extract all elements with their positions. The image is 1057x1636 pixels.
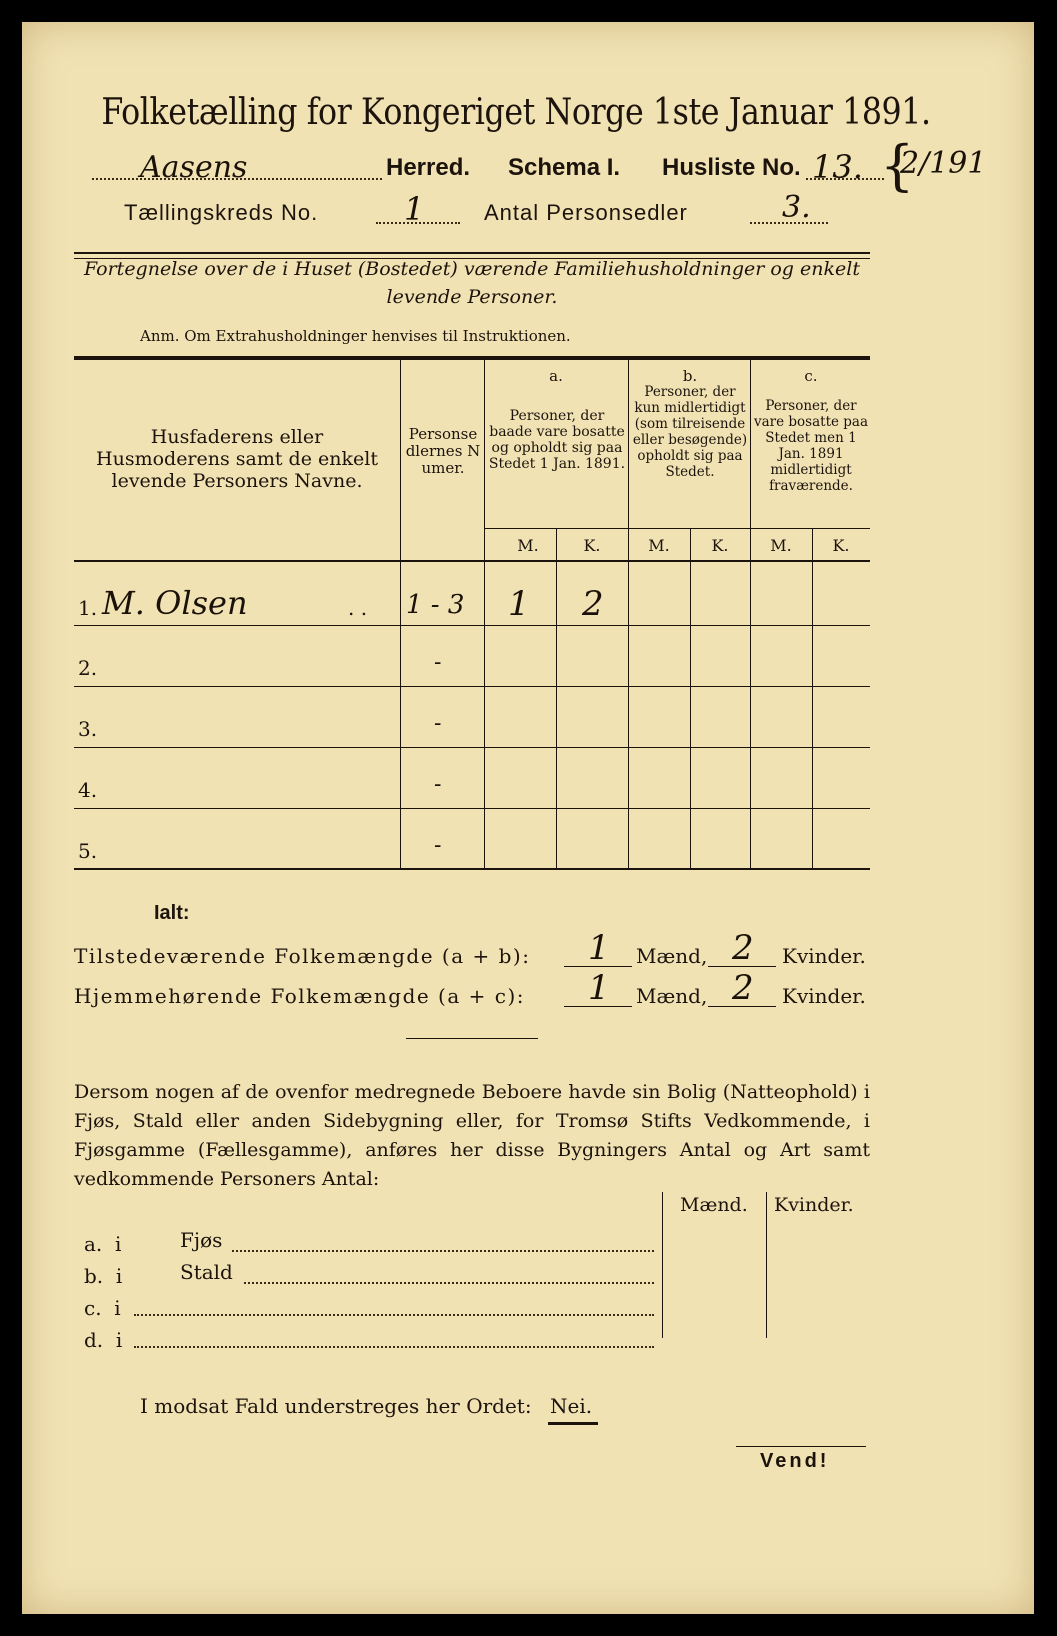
building-row-b-label: Stald xyxy=(180,1260,233,1284)
col-header-c-letter: c. xyxy=(804,367,818,385)
col-divider-b xyxy=(750,358,751,868)
census-form-sheet xyxy=(22,22,1034,1614)
mk-a-k: K. xyxy=(583,536,601,555)
margin-brace: { xyxy=(880,134,915,197)
col-divider-c-mk xyxy=(812,528,813,868)
nei-word: Nei. xyxy=(550,1394,593,1418)
col-header-c: Personer, der vare bosatte paa Stedet men 1 Jan. 1891 midlertidigt fraværende. xyxy=(753,398,869,494)
nei-underline xyxy=(548,1422,598,1425)
col-divider-b-mk xyxy=(690,528,691,868)
antal-label: Antal Personsedler xyxy=(484,200,688,225)
total-resident-m: 1 xyxy=(588,968,610,1008)
row-1-dots: . . xyxy=(348,596,368,620)
col-header-number: Personsedlernes Numer. xyxy=(405,425,481,477)
total-present-maend: Mænd, xyxy=(636,944,708,968)
total-present-k: 2 xyxy=(732,928,754,968)
herred-label: Herred. xyxy=(386,154,471,181)
col-divider-name xyxy=(400,358,401,868)
row-3-bottom xyxy=(74,747,870,748)
vend-label: Vend! xyxy=(760,1450,830,1472)
intro-line-2: levende Personer. xyxy=(386,286,558,308)
antal-value: 3. xyxy=(782,190,811,225)
husliste-value: 13. xyxy=(812,148,863,186)
mk-c-k: K. xyxy=(832,536,850,555)
anm-note: Anm. Om Extrahusholdninger henvises til Instruktionen. xyxy=(140,327,571,345)
buildings-col-kvinder: Kvinder. xyxy=(774,1194,854,1216)
col-divider-number xyxy=(484,358,485,868)
section-divider xyxy=(406,1038,538,1039)
building-row-a-letter: a. i xyxy=(84,1232,122,1256)
building-row-d-dots xyxy=(134,1346,654,1348)
row-1-a-m: 1 xyxy=(508,584,530,624)
total-resident-label: Hjemmehørende Folkemængde (a + c): xyxy=(74,984,525,1008)
col-header-a: Personer, der baade vare bosatte og opholdt sig paa Stedet 1 Jan. 1891. xyxy=(488,408,626,472)
mk-a-m: M. xyxy=(517,536,539,555)
building-row-a-dots xyxy=(232,1250,654,1252)
building-row-c-letter: c. i xyxy=(84,1296,121,1320)
col-header-b: Personer, der kun midlertidigt (som tilreisende eller besøgende) opholdt sig paa Stedet. xyxy=(632,384,748,480)
buildings-col-divider-2 xyxy=(766,1192,767,1338)
row-1-sedler: 1 - 3 xyxy=(406,590,465,620)
margin-note: 2/191 xyxy=(900,146,987,181)
row-5-number: 5. xyxy=(78,839,98,863)
intro-line-1: Fortegnelse over de i Huset (Bostedet) værende Familiehusholdninger og enkelt xyxy=(84,258,860,280)
form-title: Folketælling for Kongeriget Norge 1ste Januar 1891. xyxy=(101,92,931,133)
modsat-text: I modsat Fald understreges her Ordet: xyxy=(140,1394,532,1418)
herred-value: Aasens xyxy=(140,150,248,185)
schema-label: Schema I. xyxy=(508,154,621,181)
row-3-sedler: - xyxy=(434,711,442,736)
total-resident-maend: Mænd, xyxy=(636,984,708,1008)
row-1-a-k: 2 xyxy=(582,584,604,624)
ialt-label: Ialt: xyxy=(154,902,190,924)
row-2-sedler: - xyxy=(434,650,442,675)
row-4-bottom xyxy=(74,808,870,809)
header-rule xyxy=(74,252,870,254)
building-row-b-letter: b. i xyxy=(84,1264,123,1288)
col-header-name: Husfaderens eller Husmoderens samt de enkelt levende Personers Navne. xyxy=(96,426,378,492)
total-present-kvinder: Kvinder. xyxy=(782,944,866,968)
mk-b-m: M. xyxy=(648,536,670,555)
row-4-number: 4. xyxy=(78,778,98,802)
row-5-sedler: - xyxy=(434,833,442,858)
building-row-b-dots xyxy=(244,1282,654,1284)
row-1-number: 1. xyxy=(78,596,98,620)
row-4-sedler: - xyxy=(434,772,442,797)
row-3-number: 3. xyxy=(78,717,98,741)
total-present-m: 1 xyxy=(588,928,610,968)
kreds-value: 1 xyxy=(404,190,425,228)
col-header-b-letter: b. xyxy=(682,367,698,385)
col-header-a-letter: a. xyxy=(549,367,563,385)
col-divider-a-mk xyxy=(556,528,557,868)
mk-b-k: K. xyxy=(711,536,729,555)
table-bottom-rule xyxy=(74,868,870,870)
total-resident-kvinder: Kvinder. xyxy=(782,984,866,1008)
col-divider-a xyxy=(628,358,629,868)
building-row-c-dots xyxy=(134,1314,654,1316)
buildings-paragraph: Dersom nogen af de ovenfor medregnede Beboere havde sin Bolig (Natteophold) i Fjøs, Stald eller anden Sidebygning eller, for Tromsø Stifts Vedkommende, i Fjøsgamme (Fællesgamme), anføres her disse Bygningers Antal og Art samt vedkommende Personers Antal: xyxy=(74,1081,870,1190)
vend-rule xyxy=(736,1446,866,1447)
total-resident-k: 2 xyxy=(732,968,754,1008)
row-2-bottom xyxy=(74,686,870,687)
total-present-label: Tilstedeværende Folkemængde (a + b): xyxy=(74,944,531,968)
kreds-label: Tællingskreds No. xyxy=(124,200,319,225)
building-row-d-letter: d. i xyxy=(84,1328,123,1352)
mk-c-m: M. xyxy=(770,536,792,555)
row-1-bottom xyxy=(74,625,870,626)
buildings-col-maend: Mænd. xyxy=(680,1194,748,1216)
row-1-name: M. Olsen xyxy=(102,584,248,622)
building-row-a-label: Fjøs xyxy=(180,1228,223,1252)
row-2-number: 2. xyxy=(78,656,98,680)
husliste-label: Husliste No. xyxy=(662,154,801,181)
buildings-col-divider-1 xyxy=(662,1192,663,1338)
